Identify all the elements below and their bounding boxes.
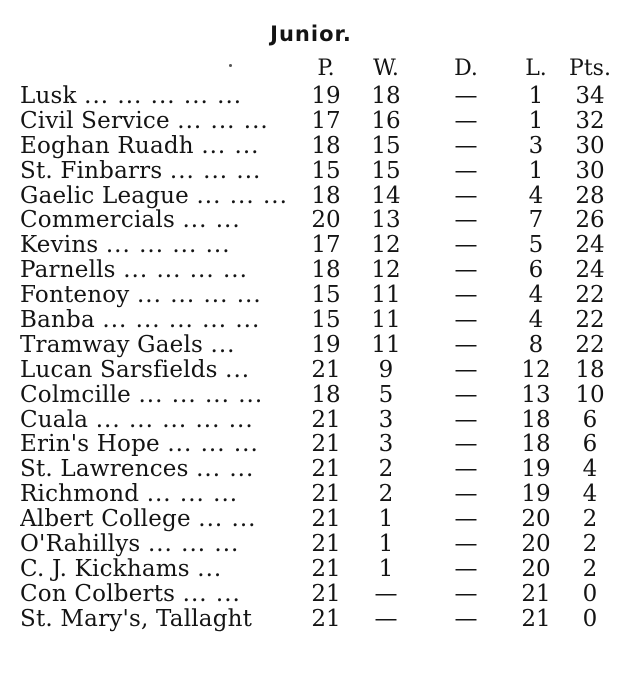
club-name [20,184,308,209]
club-name [20,582,308,607]
leader-dots: ... ... [196,457,255,483]
club-name [20,258,308,283]
played-value: 21 [311,506,341,533]
played-value: 21 [311,531,341,558]
points-value: 22 [575,331,605,358]
lost-value: 18 [521,406,551,433]
leader-dots: ... ... [182,581,241,607]
lost-value: 5 [528,232,544,259]
won-value: 12 [371,232,401,259]
points-value: 24 [575,232,605,259]
leader-dots: ... ... ... [196,183,288,209]
lost-value: 1 [528,107,544,134]
won-value: 15 [371,157,401,184]
club-name [20,408,308,433]
leader-dots: ... ... ... ... [138,382,264,408]
club-name-text: Erin's Hope [20,432,160,458]
lost-value: 7 [528,207,544,234]
drawn-value: — [454,456,478,483]
club-name [20,308,308,333]
club-name-text: Parnells [20,258,116,284]
drawn-value: — [454,157,478,184]
won-value: 14 [371,182,401,209]
club-name [20,233,308,258]
lost-value: 20 [521,531,551,558]
drawn-value: — [454,307,478,334]
points-value: 0 [582,605,598,632]
club-name-text: Richmond [20,482,140,508]
club-name-text: Banba [20,308,95,334]
leader-dots: ... ... [198,507,257,533]
lost-value: 21 [521,580,551,607]
points-value: 10 [575,381,605,408]
leader-dots: ... ... [201,133,260,159]
played-value: 15 [311,307,341,334]
leader-dots: ... ... ... ... [105,233,231,259]
club-name-text: Con Colberts [20,581,176,607]
club-name-text: Gaelic League [20,183,189,209]
club-name-text: St. Mary's, Tallaght [20,606,253,632]
won-value: 2 [378,481,394,508]
drawn-value: — [454,257,478,284]
club-name [20,607,308,632]
played-value: 19 [311,83,341,109]
won-value: 11 [371,307,401,334]
drawn-value: — [454,232,478,259]
leader-dots: ... [197,556,223,582]
points-value: 18 [575,356,605,383]
played-value: 17 [311,232,341,259]
column-header-points: Pts. [569,56,611,81]
points-value: 30 [575,157,605,184]
table-row [20,607,620,632]
table-row [20,283,620,308]
club-name [20,358,308,383]
drawn-value: — [454,431,478,458]
points-value: 30 [575,132,605,159]
club-name-text: Albert College [20,507,191,533]
points-value: 34 [575,83,605,109]
table-row [20,582,620,607]
lost-value: 18 [521,431,551,458]
points-value: 2 [582,506,598,533]
club-name [20,208,308,233]
club-name-text: Commercials [20,208,175,234]
points-value: 2 [582,555,598,582]
drawn-value: — [454,406,478,433]
club-name-text: O'Rahillys [20,532,141,558]
table-row [20,432,620,457]
leader-dots: ... ... ... [169,158,262,184]
club-name [20,84,308,109]
club-name-text: Lucan Sarsfields [20,357,218,383]
points-value: 0 [582,580,598,607]
points-value: 2 [582,531,598,558]
club-name-text: C. J. Kickhams [20,556,190,582]
club-name [20,432,308,457]
drawn-value: — [454,381,478,408]
column-header-played: P. [317,56,335,81]
leader-dots: ... ... ... [146,482,239,508]
drawn-value: — [454,356,478,383]
table-row [20,208,620,233]
played-value: 21 [311,555,341,582]
club-name-text: Cuala [20,407,89,433]
table-row [20,408,620,433]
leader-dots: ... [210,332,236,358]
played-value: 15 [311,157,341,184]
won-value: 13 [371,207,401,234]
won-value: — [374,580,398,607]
club-name-text: St. Lawrences [20,457,189,483]
lost-value: 13 [521,381,551,408]
won-value: 5 [378,381,394,408]
won-value: 2 [378,456,394,483]
club-name [20,134,308,159]
table-header [20,54,620,84]
lost-value: 4 [528,282,544,309]
played-value: 21 [311,356,341,383]
won-value: 3 [378,406,394,433]
club-name-text: Kevins [20,233,99,259]
drawn-value: — [454,83,478,109]
table-row [20,134,620,159]
club-name-text: Lusk [20,84,77,109]
leader-dots: ... ... ... ... ... [102,308,261,334]
club-name [20,283,308,308]
played-value: 15 [311,282,341,309]
drawn-value: — [454,555,478,582]
won-value: 12 [371,257,401,284]
drawn-value: — [454,182,478,209]
drawn-value: — [454,282,478,309]
drawn-value: — [454,331,478,358]
leader-dots: ... ... ... [177,108,269,134]
won-value: 3 [378,431,394,458]
played-value: 21 [311,456,341,483]
table-row [20,457,620,482]
club-name-text: Eoghan Ruadh [20,133,194,159]
won-value: 1 [378,531,394,558]
points-value: 28 [575,182,605,209]
points-value: 4 [582,456,598,483]
table-row [20,482,620,507]
table-row [20,333,620,358]
table-row [20,532,620,557]
points-value: 26 [575,207,605,234]
league-table [20,54,620,632]
played-value: 18 [311,132,341,159]
points-value: 22 [575,307,605,334]
table-body [20,84,620,632]
leader-dots: ... ... ... ... ... [84,84,243,109]
club-name [20,457,308,482]
leader-dots: ... ... ... [167,432,259,458]
played-value: 21 [311,580,341,607]
drawn-value: — [454,207,478,234]
table-row [20,159,620,184]
club-name-text: Colmcille [20,382,131,408]
lost-value: 1 [528,83,544,109]
points-value: 22 [575,282,605,309]
lost-value: 8 [528,331,544,358]
lost-value: 19 [521,456,551,483]
lost-value: 21 [521,605,551,632]
club-name [20,532,308,557]
won-value: 9 [378,356,394,383]
club-name [20,333,308,358]
table-row [20,184,620,209]
lost-value: 6 [528,257,544,284]
played-value: 18 [311,182,341,209]
played-value: 21 [311,431,341,458]
drawn-value: — [454,481,478,508]
table-row [20,383,620,408]
played-value: 20 [311,207,341,234]
drawn-value: — [454,506,478,533]
played-value: 21 [311,605,341,632]
lost-value: 12 [521,356,551,383]
lost-value: 20 [521,555,551,582]
played-value: 18 [311,257,341,284]
played-value: 21 [311,481,341,508]
lost-value: 4 [528,307,544,334]
club-name [20,557,308,582]
won-value: 15 [371,132,401,159]
club-name-text: Fontenoy [20,283,130,309]
club-name [20,482,308,507]
table-row [20,507,620,532]
drawn-value: — [454,107,478,134]
played-value: 17 [311,107,341,134]
lost-value: 4 [528,182,544,209]
leader-dots: ... ... ... ... ... [95,407,254,433]
section-title: Junior. [270,22,352,46]
club-name [20,507,308,532]
won-value: 1 [378,555,394,582]
leader-dots: ... ... [182,208,241,234]
won-value: 1 [378,506,394,533]
points-value: 6 [582,406,598,433]
drawn-value: — [454,580,478,607]
lost-value: 19 [521,481,551,508]
leader-dots: ... ... ... ... [136,283,262,309]
table-row [20,84,620,109]
won-value: — [374,605,398,632]
table-row [20,109,620,134]
drawn-value: — [454,132,478,159]
column-header-drawn: D. [454,56,478,81]
won-value: 18 [371,83,401,109]
leader-dots: ... [225,357,251,383]
points-value: 32 [575,107,605,134]
played-value: 18 [311,381,341,408]
table-row [20,233,620,258]
won-value: 11 [371,331,401,358]
table-row [20,258,620,283]
column-header-lost: L. [525,56,547,81]
points-value: 4 [582,481,598,508]
club-name [20,383,308,408]
club-name [20,159,308,184]
column-header-won: W. [373,56,399,81]
lost-value: 20 [521,506,551,533]
leader-dots: ... ... ... [147,532,240,558]
table-row [20,358,620,383]
won-value: 16 [371,107,401,134]
lost-value: 1 [528,157,544,184]
won-value: 11 [371,282,401,309]
drawn-value: — [454,531,478,558]
club-name [20,109,308,134]
table-row [20,308,620,333]
points-value: 24 [575,257,605,284]
played-value: 19 [311,331,341,358]
leader-dots: ... ... ... ... [123,258,248,284]
lost-value: 3 [528,132,544,159]
club-name-text: Civil Service [20,108,170,134]
played-value: 21 [311,406,341,433]
drawn-value: — [454,605,478,632]
table-row [20,557,620,582]
points-value: 6 [582,431,598,458]
club-name-text: St. Finbarrs [20,158,163,184]
club-name-text: Tramway Gaels [20,332,204,358]
